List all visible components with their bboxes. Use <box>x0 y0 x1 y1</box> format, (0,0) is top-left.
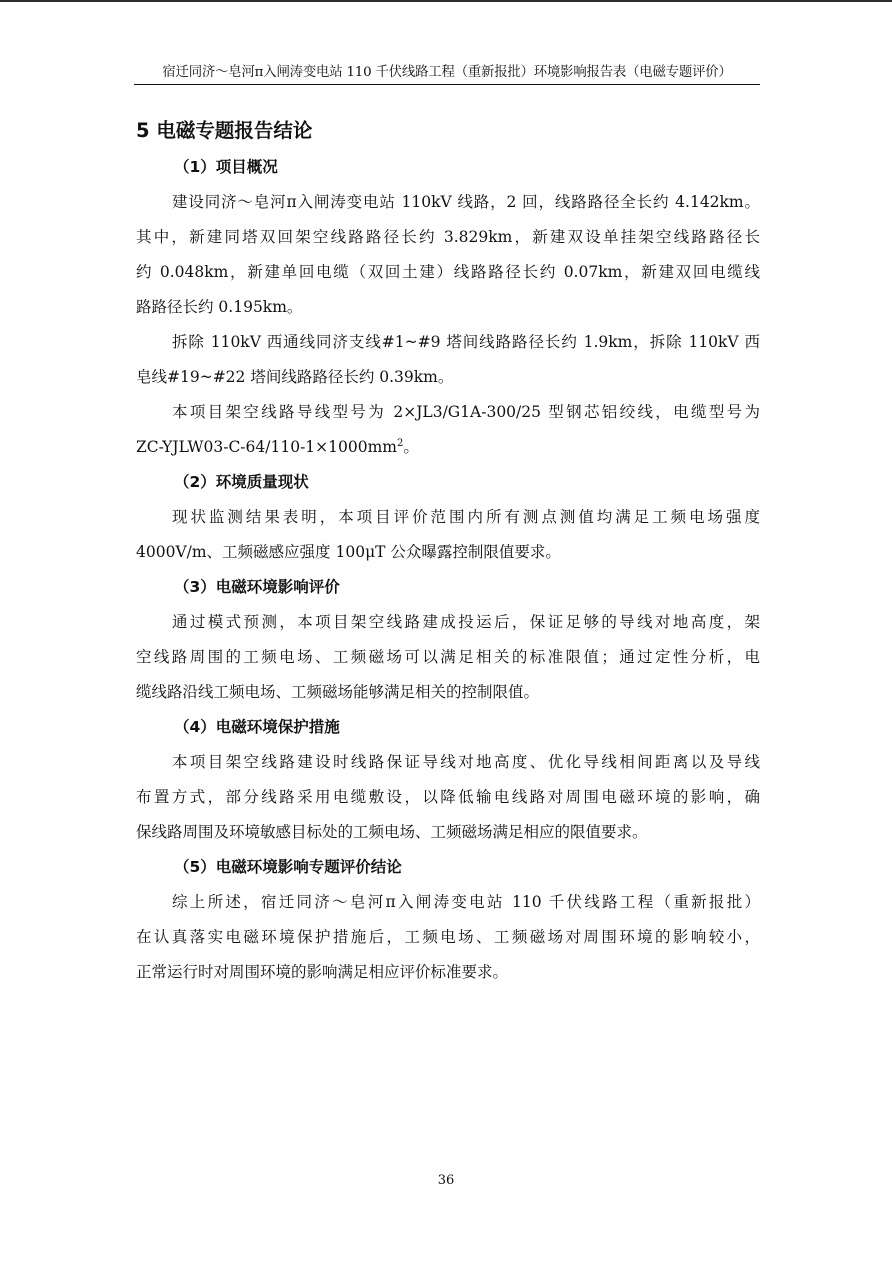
report-body <box>136 114 760 990</box>
subsection-heading-conclusion: （5）电磁环境影响专题评价结论 <box>174 858 402 876</box>
text-line: 缆线路沿线工频电场、工频磁场能够满足相关的控制限值。 <box>136 683 540 701</box>
page-top-border <box>0 0 892 2</box>
text-line: 在认真落实电磁环境保护措施后，工频电场、工频磁场对周围环境的影响较小， <box>136 928 760 946</box>
paragraph-monitoring-results <box>136 500 760 570</box>
text-line: 建设同济～皂河π入闸涛变电站 110kV 线路，2 回，线路路径全长约 4.142km。 <box>172 193 760 211</box>
page-number: 36 <box>437 1173 455 1188</box>
text-line: 4000V/m、工频磁感应强度 100μT 公众曝露控制限值要求。 <box>136 543 561 561</box>
text-line: 空线路周围的工频电场、工频磁场可以满足相关的标准限值；通过定性分析，电 <box>136 648 760 666</box>
subsection-heading-protection-measures: （4）电磁环境保护措施 <box>174 718 340 736</box>
text-line: 布置方式，部分线路采用电缆敷设，以降低输电线路对周围电磁环境的影响，确 <box>136 788 760 806</box>
text-line: 保线路周围及环境敏感目标处的工频电场、工频磁场满足相应的限值要求。 <box>136 823 648 841</box>
paragraph-conclusion <box>136 885 760 990</box>
text-line: 本项目架空线路建设时线路保证导线对地高度、优化导线相间距离以及导线 <box>172 753 760 771</box>
superscript: 2 <box>397 437 404 449</box>
subsection-heading-project-overview: （1）项目概况 <box>174 158 278 176</box>
paragraph-protection-measures <box>136 745 760 850</box>
paragraph-impact-prediction <box>136 605 760 710</box>
text-line: 现状监测结果表明，本项目评价范围内所有测点测值均满足工频电场强度 <box>172 508 760 526</box>
text-line-cable-model <box>136 430 760 465</box>
punctuation: 。 <box>403 438 419 456</box>
text-line: 皂线#19~#22 塔间线路路径长约 0.39km。 <box>136 368 454 386</box>
text-line: 正常运行时对周围环境的影响满足相应评价标准要求。 <box>136 963 509 981</box>
paragraph-conductor-type <box>136 395 760 465</box>
text-line: 约 0.048km，新建单回电缆（双回土建）线路路径长约 0.07km，新建双回电缆线 <box>136 263 760 281</box>
text-line: 其中，新建同塔双回架空线路路径长约 3.829km，新建双设单挂架空线路路径长 <box>136 228 760 246</box>
paragraph-demolition <box>136 325 760 395</box>
cable-model-text: ZC-YJLW03-C-64/110-1×1000mm <box>136 438 398 456</box>
paragraph-route-description <box>136 185 760 325</box>
text-line: 本项目架空线路导线型号为 2×JL3/G1A-300/25 型钢芯铝绞线，电缆型号为 <box>172 403 760 421</box>
text-line: 通过模式预测，本项目架空线路建成投运后，保证足够的导线对地高度，架 <box>172 613 760 631</box>
running-header: 宿迁同济～皂河π入闸涛变电站 110 千伏线路工程（重新报批）环境影响报告表（电磁专题评价） <box>134 62 760 85</box>
text-line: 路路径长约 0.195km。 <box>136 298 303 316</box>
text-line: 综上所述，宿迁同济～皂河π入闸涛变电站 110 千伏线路工程（重新报批） <box>172 893 760 911</box>
subsection-heading-environment-status: （2）环境质量现状 <box>174 473 309 491</box>
text-line: 拆除 110kV 西通线同济支线#1~#9 塔间线路路径长约 1.9km，拆除 110kV 西 <box>172 333 760 351</box>
subsection-heading-impact-assessment: （3）电磁环境影响评价 <box>174 578 340 596</box>
section-title: 5 电磁专题报告结论 <box>136 119 313 142</box>
